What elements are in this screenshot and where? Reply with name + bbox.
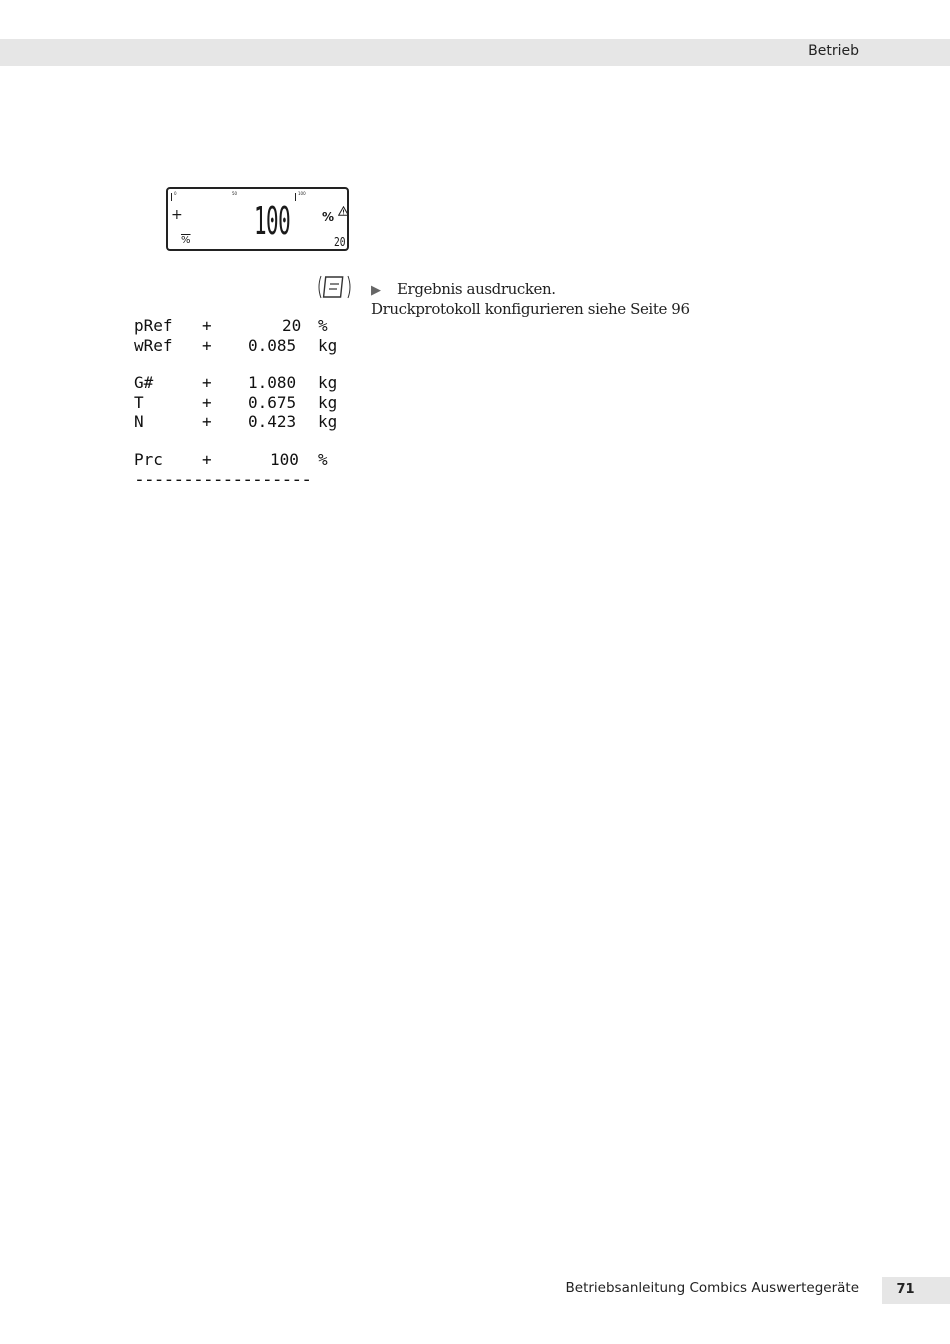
scale-display: 0 50 100 + 100 % % 20 xyxy=(166,187,349,251)
printout-line xyxy=(134,449,328,470)
printout-line xyxy=(134,392,338,413)
printout-line xyxy=(134,316,328,336)
printout-sign: + xyxy=(202,335,212,355)
printout-unit: % xyxy=(318,449,328,469)
instruction-block xyxy=(371,279,690,319)
printout-value: 0.085 xyxy=(248,335,297,355)
arrow-right-icon: ▶ xyxy=(371,283,381,298)
footer-doc-title: Betriebsanleitung Combics Auswertegeräte xyxy=(565,1280,859,1296)
bargraph-tick-end xyxy=(295,193,296,201)
instruction-note: Druckprotokoll konfigurieren siehe Seite 96 xyxy=(371,300,690,318)
printout-sign: + xyxy=(202,449,212,469)
display-unit: % xyxy=(322,210,335,224)
section-title: Betrieb xyxy=(808,43,859,59)
printout-unit: % xyxy=(318,316,328,335)
printout-unit: kg xyxy=(318,392,338,412)
bargraph-tick-start xyxy=(171,193,172,201)
page-number: 71 xyxy=(896,1282,915,1297)
printout-label: G# xyxy=(134,373,154,392)
display-ref-value: 20 xyxy=(334,235,346,249)
printout-label: wRef xyxy=(134,335,173,355)
printout-sign: + xyxy=(202,373,212,392)
printout-unit: kg xyxy=(318,373,338,392)
printout-line xyxy=(134,373,338,393)
print-key-icon xyxy=(316,274,354,304)
printout-separator: ------------------ xyxy=(134,469,312,490)
display-sign: + xyxy=(171,207,183,223)
printout-value: 0.423 xyxy=(248,412,297,431)
printout-value: 20 xyxy=(282,316,302,335)
printout-value: 100 xyxy=(270,449,299,469)
printout-unit: kg xyxy=(318,412,338,431)
printout-label: T xyxy=(134,392,144,412)
instruction-step: Ergebnis ausdrucken. xyxy=(397,280,556,298)
printout-line xyxy=(134,412,338,432)
page-number-box xyxy=(882,1277,950,1304)
printout-value: 0.675 xyxy=(248,392,297,412)
printout-sign: + xyxy=(202,412,212,431)
print-protocol xyxy=(134,316,338,490)
display-sub-unit: % xyxy=(181,235,191,246)
warning-triangle-icon xyxy=(338,201,349,220)
printout-line xyxy=(134,335,338,356)
printout-label: N xyxy=(134,412,144,431)
printout-sign: + xyxy=(202,392,212,412)
printout-value: 1.080 xyxy=(248,373,297,392)
printout-label: Prc xyxy=(134,449,163,469)
printout-sign: + xyxy=(202,316,212,335)
display-value: 100 xyxy=(254,199,291,243)
printout-unit: kg xyxy=(318,335,338,355)
printout-label: pRef xyxy=(134,316,173,335)
